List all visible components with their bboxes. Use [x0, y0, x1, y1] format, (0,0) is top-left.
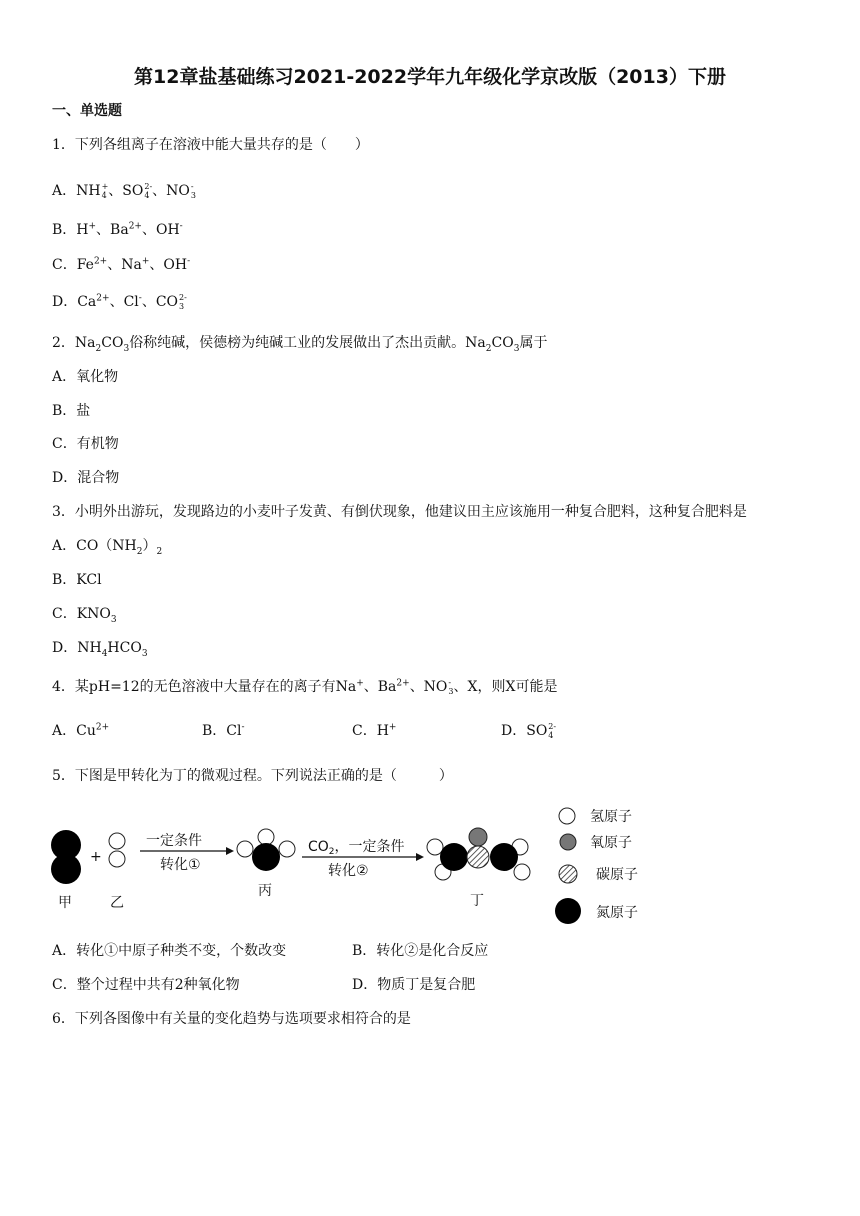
- label-ding: 丁: [470, 893, 484, 909]
- q5-option-b: B．转化②是化合反应: [352, 943, 489, 959]
- q2-option-a: A．氧化物: [52, 369, 119, 385]
- arrow2-bottom: 转化②: [328, 863, 369, 879]
- q1-option-d: D．$Ca^{2+}$、Cl-、CO 2- 3: [52, 293, 187, 311]
- q2-option-d: D．混合物: [52, 470, 120, 486]
- q5-option-c: C．整个过程中共有2种氧化物: [52, 977, 240, 993]
- legend-nitrogen: 氮原子: [596, 905, 638, 921]
- q3-option-d: D．$NH_4HCO_3$: [52, 640, 148, 659]
- q1-option-a: A．NH + 4 、SO 2- 4 、NO - 3: [52, 182, 196, 200]
- arrow2-top: $CO_2$，一定条件: [308, 839, 405, 857]
- q2-option-c: C．有机物: [52, 436, 119, 452]
- q1-stem: 1．下列各组离子在溶液中能大量共存的是（ ）: [52, 137, 369, 153]
- q4-option-b: B．Cl-: [202, 722, 245, 739]
- molecule-yi: [109, 833, 125, 867]
- q5-stem: 5．下图是甲转化为丁的微观过程。下列说法正确的是（ ）: [52, 768, 453, 784]
- q6-stem: 6．下列各图像中有关量的变化趋势与选项要求相符合的是: [52, 1011, 411, 1027]
- plus-sign: +: [90, 849, 102, 865]
- legend-carbon: 碳原子: [596, 867, 638, 883]
- q5-option-a: A．转化①中原子种类不变，个数改变: [52, 943, 287, 959]
- arrow1-bottom: 转化①: [160, 857, 201, 873]
- legend-oxygen: 氧原子: [590, 835, 632, 851]
- legend-hydrogen-icon: [559, 808, 575, 824]
- q1-option-b: B．H+、$Ba^{2+}$、OH-: [52, 221, 183, 238]
- legend: [555, 808, 638, 924]
- reaction-diagram: [44, 796, 654, 926]
- q3-option-a: A．$CO(NH_2)_2$: [52, 538, 163, 557]
- q4-option-d: D．SO 2- 4: [501, 722, 557, 740]
- q4-option-c: C．H+: [352, 722, 397, 739]
- molecule-bing: [237, 829, 295, 871]
- q3-stem: 3．小明外出游玩，发现路边的小麦叶子发黄、有倒伏现象，他建议田主应该施用一种复合肥料，这种复合肥料是: [52, 504, 747, 520]
- molecule-ding: [427, 828, 530, 880]
- q4-option-a: A．$Cu^{2+}$: [52, 722, 110, 739]
- label-jia: 甲: [58, 895, 72, 911]
- q4-stem: 4．某pH=12的无色溶液中大量存在的离子有Na+、$Ba^{2+}$、NO - 3 、X，则X可能是: [52, 678, 558, 696]
- arrow2-head: [416, 853, 424, 861]
- label-bing: 丙: [258, 883, 272, 899]
- label-yi: 乙: [110, 895, 124, 911]
- q3-option-b: B．KCl: [52, 572, 102, 588]
- arrow1-top: 一定条件: [146, 833, 202, 849]
- arrow1-head: [226, 847, 234, 855]
- q2-option-b: B．盐: [52, 403, 91, 419]
- legend-hydrogen: 氢原子: [590, 809, 632, 825]
- section-heading: 一、单选题: [52, 103, 122, 119]
- q2-stem: 2．$Na_2CO_3$俗称纯碱，侯德榜为纯碱工业的发展做出了杰出贡献。$Na_2CO_3$属于: [52, 335, 548, 354]
- legend-nitrogen-icon: [555, 898, 581, 924]
- q3-option-c: C．$KNO_3$: [52, 606, 117, 625]
- legend-oxygen-icon: [560, 834, 576, 850]
- q1-option-c: C．$Fe^{2+}$、Na+、OH-: [52, 256, 191, 273]
- page-title: 第12章盐基础练习2021-2022学年九年级化学京改版（2013）下册: [134, 66, 726, 88]
- molecule-jia: [51, 830, 81, 884]
- q5-option-d: D．物质丁是复合肥: [352, 977, 476, 993]
- legend-carbon-icon: [559, 865, 577, 883]
